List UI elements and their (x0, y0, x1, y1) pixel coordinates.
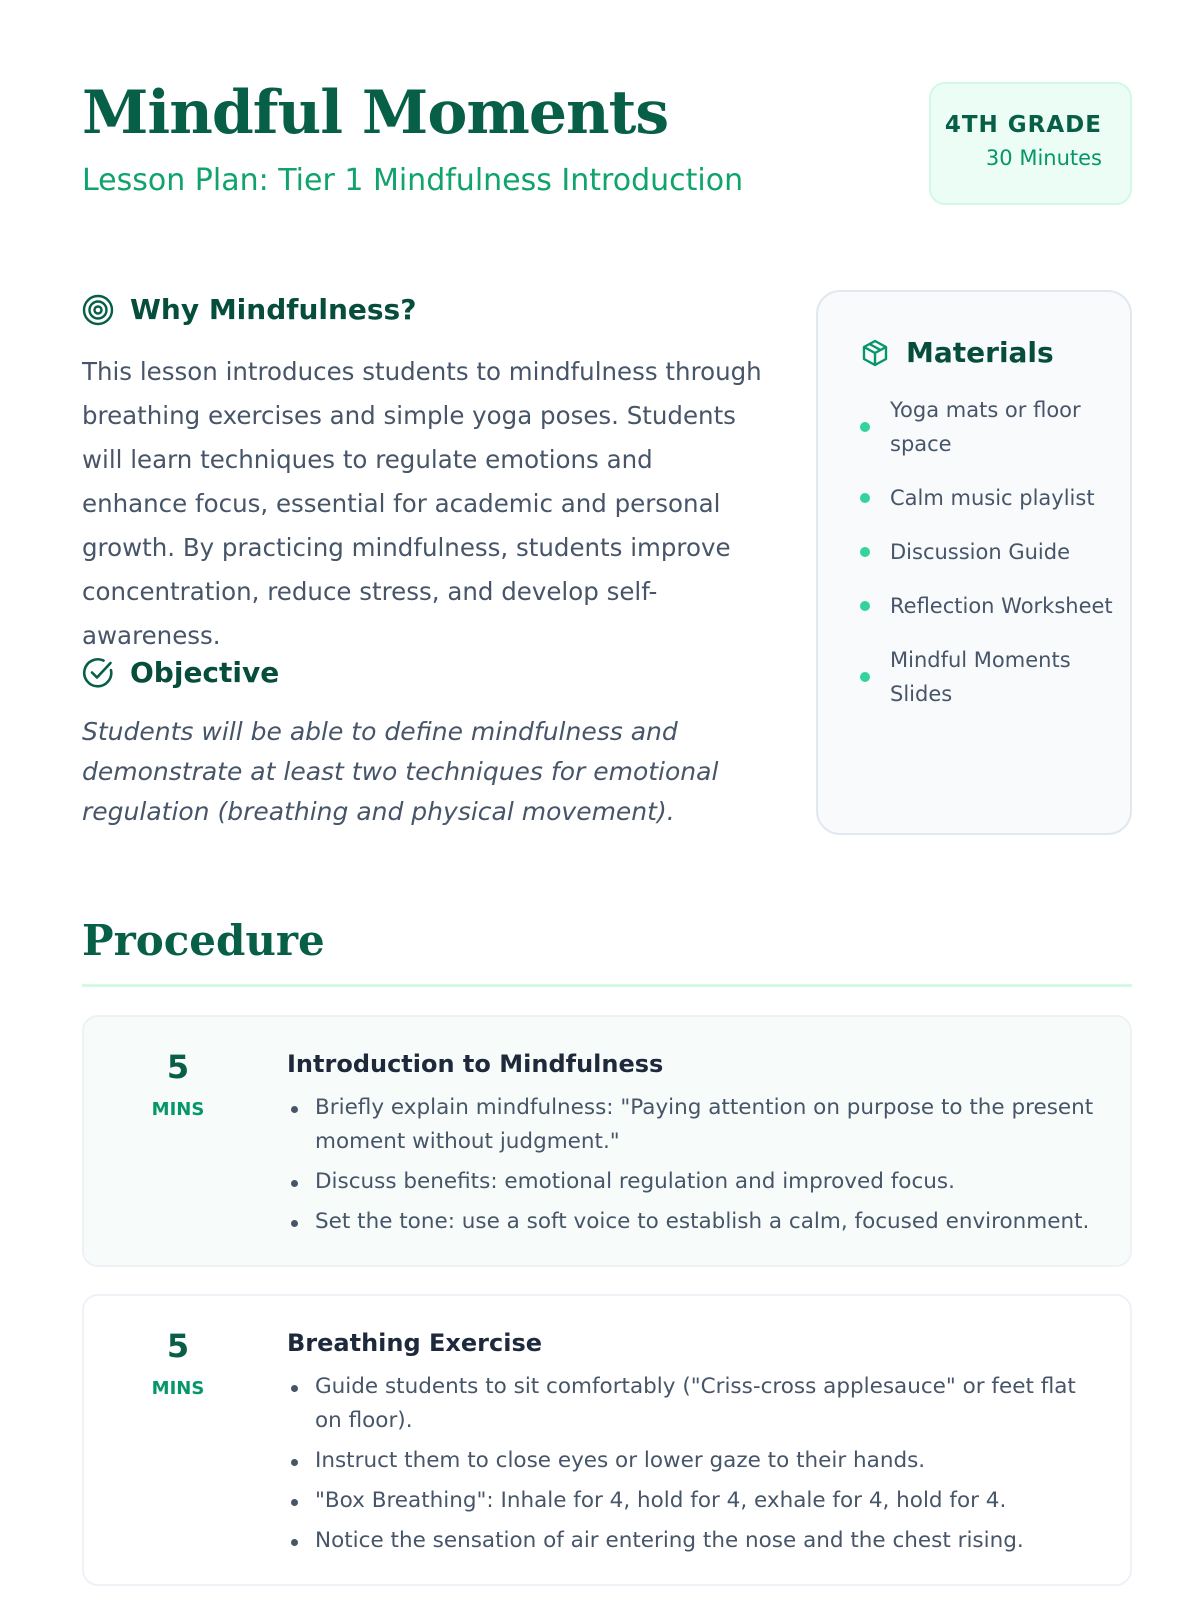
step-points (287, 1370, 1107, 1558)
step-title: Introduction to Mindfulness (287, 1050, 664, 1078)
bullet-dot-icon (860, 672, 870, 682)
procedure-heading: Procedure (82, 916, 325, 965)
material-label: Calm music playlist (890, 486, 1095, 510)
list-item (860, 393, 1130, 461)
step-minutes: 5 (166, 1327, 190, 1365)
step-points (287, 1091, 1107, 1239)
bullet-dot-icon (860, 422, 870, 432)
step-content (287, 1326, 1107, 1564)
material-label: Discussion Guide (890, 540, 1071, 564)
bullet-dot-icon (860, 493, 870, 503)
why-mindfulness-label: Why Mindfulness? (130, 293, 417, 326)
step-unit: MINS (151, 1099, 205, 1120)
section-divider (82, 984, 1132, 987)
bullet-dot-icon (860, 547, 870, 557)
step-content (287, 1047, 1107, 1245)
objective-heading (82, 656, 279, 689)
list-item: Discuss benefits: emotional regulation and improved focus. (287, 1165, 1107, 1199)
materials-list (860, 393, 1130, 711)
list-item: Briefly explain mindfulness: "Paying attention on purpose to the present moment without judgment." (287, 1091, 1107, 1159)
objective-label: Objective (130, 656, 280, 689)
check-circle-icon (82, 657, 114, 689)
why-mindfulness-heading (82, 293, 416, 326)
materials-heading (860, 336, 1130, 369)
target-icon (82, 294, 114, 326)
page-subtitle: Lesson Plan: Tier 1 Mindfulness Introduction (82, 163, 744, 198)
material-label: Yoga mats or floor space (890, 398, 1081, 456)
list-item: Notice the sensation of air entering the nose and the chest rising. (287, 1524, 1107, 1558)
box-icon (860, 338, 890, 368)
procedure-step (82, 1015, 1132, 1267)
step-title: Breathing Exercise (287, 1329, 543, 1357)
step-duration (132, 1326, 224, 1399)
list-item: Instruct them to close eyes or lower gaze to their hands. (287, 1444, 1107, 1478)
materials-label: Materials (906, 336, 1054, 369)
list-item: Set the tone: use a soft voice to establish a calm, focused environment. (287, 1205, 1107, 1239)
duration-label: 30 Minutes (985, 146, 1102, 170)
list-item (860, 589, 1130, 623)
material-label: Reflection Worksheet (890, 594, 1113, 618)
bullet-dot-icon (860, 601, 870, 611)
list-item: "Box Breathing": Inhale for 4, hold for 4, exhale for 4, hold for 4. (287, 1484, 1107, 1518)
list-item (860, 535, 1130, 569)
grade-label: 4TH GRADE (944, 112, 1102, 138)
lesson-header (82, 78, 1132, 208)
list-item (860, 643, 1130, 711)
objective-text: Students will be able to define mindfulness and demonstrate at least two techniques for emotional regulation (breathing and physical movement). (82, 717, 719, 826)
material-label: Mindful Moments Slides (890, 648, 1071, 706)
procedure-step (82, 1294, 1132, 1586)
step-minutes: 5 (166, 1048, 190, 1086)
step-duration (132, 1047, 224, 1120)
list-item: Guide students to sit comfortably ("Criss-cross applesauce" or feet flat on floor). (287, 1370, 1107, 1438)
step-unit: MINS (151, 1378, 205, 1399)
list-item (860, 481, 1130, 515)
grade-badge (929, 82, 1132, 205)
why-mindfulness-text: This lesson introduces students to mindfulness through breathing exercises and simple yoga poses. Students will learn techniques to regulate emotions and enhance focus, essential for academic and personal growth. By practicing mindfulness, students improve concentration, reduce stress, and develop self-awareness. (82, 357, 762, 650)
page-title: Mindful Moments (82, 78, 669, 148)
materials-card (816, 290, 1132, 835)
